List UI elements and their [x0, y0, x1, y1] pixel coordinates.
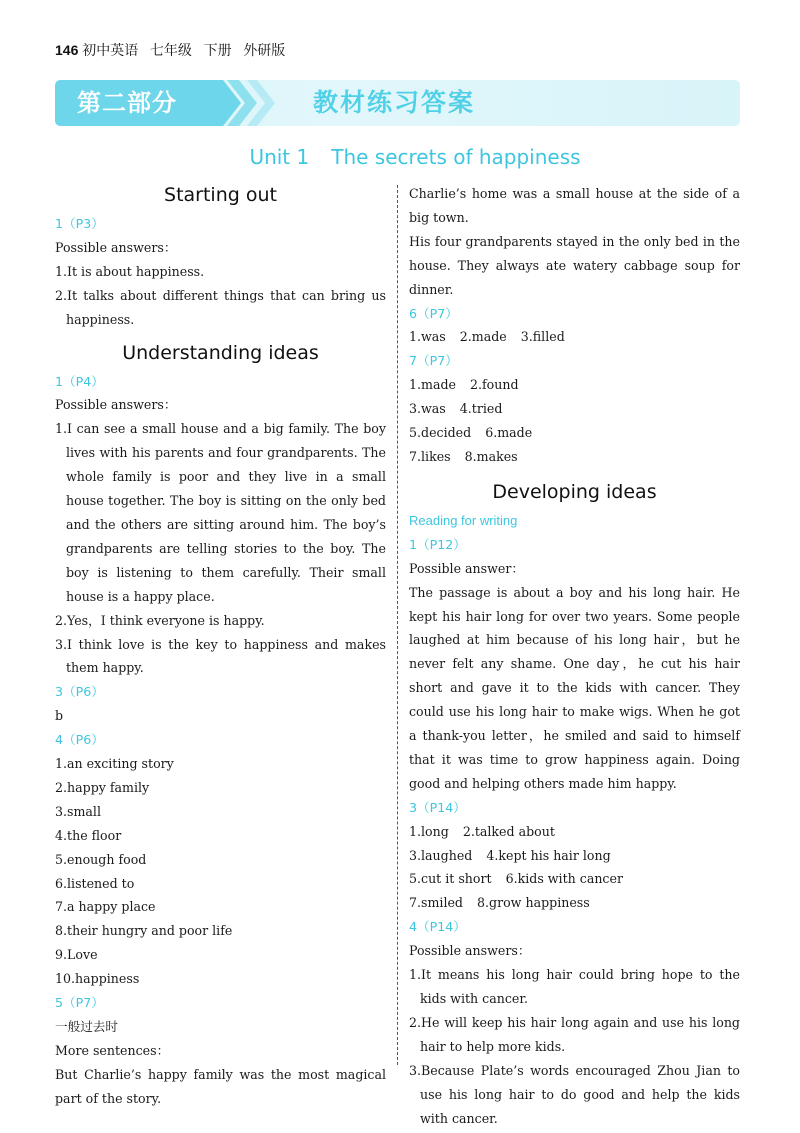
unit-number: Unit 1 — [249, 145, 310, 169]
answer-item: 3.filled — [520, 329, 565, 345]
answer-item: 3.laughed — [409, 847, 473, 863]
answer-item: 7.likes — [409, 448, 451, 464]
exercise-ref: 4（P6） — [55, 732, 104, 748]
exercise-ref: 7（P7） — [409, 353, 458, 369]
exercise-ref: 5（P7） — [55, 995, 104, 1011]
answer-item: b — [55, 708, 64, 724]
exercise-ref: 1（P12） — [409, 536, 466, 552]
unit-title — [0, 145, 800, 169]
answer-item: 7.smiled — [409, 895, 463, 911]
book-info: 初中英语 七年级 下册 外研版 — [82, 42, 286, 58]
chevron-icon — [205, 80, 285, 126]
answer-item: 5.decided — [409, 425, 472, 441]
exercise-ref: 1（P4） — [55, 373, 104, 389]
answer-row — [409, 867, 740, 891]
left-column — [55, 182, 386, 1111]
answer-intro: Possible answers： — [409, 943, 531, 959]
answer-item: 2.It talks about different things that can bring us happiness. — [55, 287, 386, 327]
page-number: 146 — [55, 42, 79, 58]
answer-item: 1.It is about happiness. — [55, 263, 205, 279]
answer-item: 5.cut it short — [409, 871, 492, 887]
answer-item: 6.listened to — [55, 875, 135, 891]
example-sentence: Charlie’s home was a small house at the side of a big town. — [409, 186, 740, 225]
answer-row — [409, 325, 740, 349]
unit-name: The secrets of happiness — [331, 145, 581, 169]
answer-item: 5.enough food — [55, 851, 147, 867]
banner-title: 教材练习答案 — [313, 88, 476, 117]
exercise-ref: 3（P6） — [55, 684, 104, 700]
answer-row — [409, 397, 740, 421]
answer-item: 2.found — [469, 377, 519, 393]
answer-item: 6.made — [485, 425, 533, 441]
answer-item: 1.was — [409, 329, 446, 345]
answer-item: 8.makes — [464, 448, 518, 464]
answer-item: 7.a happy place — [55, 899, 156, 915]
exercise-ref: 3（P14） — [409, 799, 466, 815]
answer-item: 1.I can see a small house and a big family. The boy lives with his parents and four grandparents. The whole family is poor and they live in a small house together. The boy is sitting on the only bed and the others are sitting around him. The boy’s grandparents are telling stories to the boy. The boy is listening to them carefully. Their small house is a happy place. — [55, 421, 386, 604]
answer-intro: Possible answer： — [409, 560, 524, 576]
answer-item: 4.tried — [459, 401, 503, 417]
answer-item: 4.kept his hair long — [486, 847, 611, 863]
right-column — [409, 182, 740, 1130]
section-heading: Starting out — [164, 184, 277, 206]
answer-item: 3.was — [409, 401, 446, 417]
page-header — [55, 40, 285, 60]
answer-item: 2.He will keep his hair long again and use his long hair to help more kids. — [409, 1014, 740, 1054]
part-label: 第二部分 — [55, 80, 215, 126]
answer-item: 8.grow happiness — [477, 895, 590, 911]
answer-row — [409, 820, 740, 844]
answer-item: 1.made — [409, 377, 456, 393]
answer-item: 2.talked about — [462, 823, 555, 839]
answer-row — [409, 373, 740, 397]
answer-intro: Possible answers： — [55, 239, 177, 255]
answer-row — [409, 445, 740, 469]
answer-item: 2.happy family — [55, 779, 150, 795]
answer-row — [409, 844, 740, 868]
answer-item: 3.small — [55, 803, 101, 819]
answer-row — [409, 421, 740, 445]
exercise-ref: 6（P7） — [409, 305, 458, 321]
example-sentence: His four grandparents stayed in the only bed in the house. They always ate watery cabbage soup for dinner. — [409, 233, 740, 297]
exercise-ref: 1（P3） — [55, 216, 104, 231]
answer-intro: Possible answers： — [55, 397, 177, 413]
answer-item: 3.Because Plate’s words encouraged Zhou Jian to use his long hair to do good and help the kids with cancer. — [409, 1062, 740, 1126]
answer-item: 8.their hungry and poor life — [55, 923, 233, 939]
answer-item: 1.It means his long hair could bring hope to the kids with cancer. — [409, 967, 740, 1006]
answer-item: 1.an exciting story — [55, 756, 174, 772]
subsection-heading: Reading for writing — [409, 512, 518, 528]
answer-item: 9.Love — [55, 947, 98, 963]
answer-item: 2.made — [459, 329, 507, 345]
column-divider — [397, 185, 398, 1065]
answer-item: 2.Yes，I think everyone is happy. — [55, 612, 265, 628]
part-banner — [55, 80, 740, 126]
answer-item: 6.kids with cancer — [505, 871, 623, 887]
answer-row — [409, 891, 740, 915]
example-sentence: But Charlie’s happy family was the most magical part of the story. — [55, 1066, 386, 1106]
section-heading: Developing ideas — [492, 480, 657, 503]
section-heading: Understanding ideas — [122, 341, 319, 364]
answer-item: 4.the floor — [55, 827, 122, 843]
answer-item: 1.long — [409, 823, 449, 839]
answer-item: 10.happiness — [55, 971, 140, 987]
answer-item: 3.I think love is the key to happiness and makes them happy. — [55, 636, 386, 676]
answer-passage: The passage is about a boy and his long hair. He kept his hair long for over two years. Some people laughed at him because of his long hair，but he never felt any shame. One day，he cut his hair short and gave it to the kids with cancer. They could use his long hair to make wigs. When he got a thank-you letter，he smiled and said to himself that it was time to grow happiness again. Doing good and helping others made him happy. — [409, 584, 740, 791]
tense-note: 一般过去时 — [55, 1019, 118, 1034]
answer-intro: More sentences： — [55, 1042, 170, 1058]
exercise-ref: 4（P14） — [409, 919, 466, 935]
